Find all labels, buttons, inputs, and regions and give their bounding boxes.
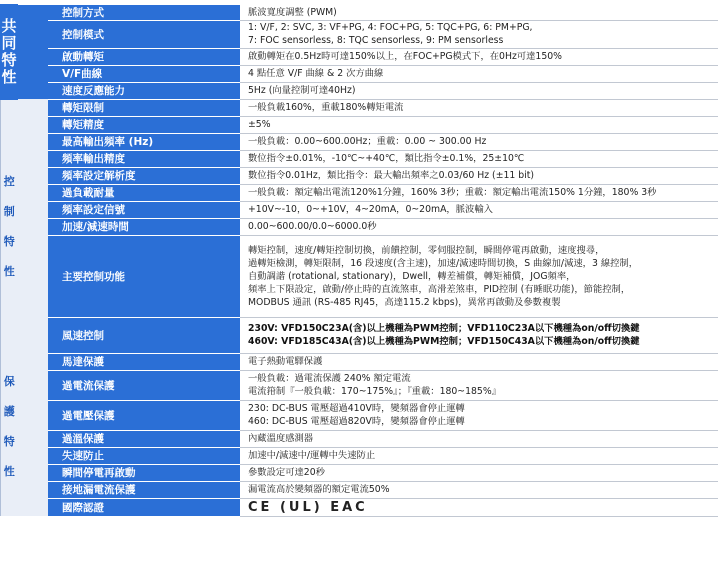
spec-value-line: 內藏溫度感測器 xyxy=(248,433,314,444)
spec-value xyxy=(240,464,718,481)
spec-value xyxy=(240,430,718,447)
category-common xyxy=(1,5,18,100)
spec-value-line: 一般負載160%，重載180%轉矩電流 xyxy=(248,102,404,113)
spec-value-line: 參數設定可達20秒 xyxy=(248,467,325,478)
spec-value xyxy=(240,48,718,65)
category-control xyxy=(1,99,18,353)
spec-value-line: CE (UL) EAC xyxy=(248,499,368,515)
spec-label: 過電流保護 xyxy=(48,370,240,400)
spec-row xyxy=(1,20,719,48)
spec-value xyxy=(240,99,718,116)
spec-value-line: 加速中/減速中/運轉中失速防止 xyxy=(248,450,376,461)
spec-row xyxy=(1,430,719,447)
spec-value xyxy=(240,82,718,99)
spec-value-line: 4 點任意 V/F 曲線 & 2 次方曲線 xyxy=(248,68,384,79)
spec-row xyxy=(1,184,719,201)
category-char: 保 xyxy=(3,374,15,388)
spec-value-line: 230V: VFD150C23A(含)以上機種為PWM控制；VFD110C23A以下機種為on/off切換鍵 xyxy=(248,323,640,334)
spec-row xyxy=(1,5,719,21)
spec-label: 接地漏電流保護 xyxy=(48,481,240,498)
spec-label: 過溫保護 xyxy=(48,430,240,447)
spec-label: 主要控制功能 xyxy=(48,235,240,317)
category-char: 同 xyxy=(1,33,17,52)
spec-row xyxy=(1,82,719,99)
category-char: 制 xyxy=(3,205,15,219)
spec-label: 頻率設定信號 xyxy=(48,201,240,218)
spec-label: 瞬間停電再啟動 xyxy=(48,464,240,481)
spec-label: 頻率設定解析度 xyxy=(48,167,240,184)
spec-label: 過負載耐量 xyxy=(48,184,240,201)
spec-label: 失速防止 xyxy=(48,447,240,464)
spec-row xyxy=(1,353,719,370)
spec-row xyxy=(1,218,719,235)
spec-row xyxy=(1,150,719,167)
certification-marks xyxy=(240,498,718,516)
spec-row xyxy=(1,201,719,218)
spec-value-line: 一般負載：過電流保護 240% 額定電流 xyxy=(248,373,411,384)
spec-label: V/F曲線 xyxy=(48,65,240,82)
category-certification xyxy=(1,498,18,516)
category-char: 特 xyxy=(3,235,15,249)
spec-value xyxy=(240,20,718,48)
spec-row xyxy=(1,370,719,400)
spec-label: 轉矩限制 xyxy=(48,99,240,116)
spec-row xyxy=(1,99,719,116)
spec-table xyxy=(0,4,718,517)
spec-value-line: 0.00~600.00/0.0~6000.0秒 xyxy=(248,221,377,232)
spec-value-line: 460: DC-BUS 電壓超過820V時，變頻器會停止運轉 xyxy=(248,416,465,427)
spec-value-line: +10V~-10，0~+10V，4~20mA，0~20mA，脈波輸入 xyxy=(248,204,493,215)
spec-value xyxy=(240,167,718,184)
spec-value xyxy=(240,447,718,464)
spec-label: 過電壓保護 xyxy=(48,400,240,430)
spec-label: 控制模式 xyxy=(48,20,240,48)
spec-row xyxy=(1,116,719,133)
category-spacer xyxy=(18,353,49,498)
spec-value-line: 一般負載：0.00~600.00Hz；重載：0.00 ~ 300.00 Hz xyxy=(248,136,487,147)
category-char: 性 xyxy=(1,67,17,86)
spec-row xyxy=(1,447,719,464)
spec-value xyxy=(240,481,718,498)
spec-value xyxy=(240,218,718,235)
spec-value xyxy=(240,116,718,133)
spec-value xyxy=(240,133,718,150)
spec-label: 加速/減速時間 xyxy=(48,218,240,235)
spec-value xyxy=(240,400,718,430)
category-char: 性 xyxy=(3,464,15,478)
spec-row xyxy=(1,133,719,150)
category-spacer xyxy=(18,99,49,353)
spec-value xyxy=(240,370,718,400)
spec-label: 馬達保護 xyxy=(48,353,240,370)
category-char: 性 xyxy=(3,265,15,279)
spec-value-line: 脈波寬度調整 (PWM) xyxy=(248,6,337,18)
spec-value-line: 頻率上下限設定，啟動/停止時的直流煞車，高滑差煞車，PID控制 (有睡眠功能)，節能控制， xyxy=(248,283,631,295)
spec-value-line: 一般負載：額定輸出電流120%1分鐘，160% 3秒；重載：額定輸出電流150% 1分鐘，180% 3秒 xyxy=(248,187,657,198)
spec-value xyxy=(240,235,718,317)
spec-row xyxy=(1,48,719,65)
spec-row xyxy=(1,498,719,516)
spec-row xyxy=(1,235,719,317)
spec-value-line: 過轉矩檢測，轉矩限制，16 段速度(含主速)，加速/減速時間切換，S 曲線加/減速，3 線控制， xyxy=(248,257,639,269)
category-char: 護 xyxy=(3,404,15,418)
spec-value-line: 漏電流高於變頻器的額定電流50% xyxy=(248,484,390,495)
category-char: 特 xyxy=(3,434,15,448)
spec-value xyxy=(240,353,718,370)
spec-value xyxy=(240,150,718,167)
spec-row xyxy=(1,317,719,353)
spec-value xyxy=(240,184,718,201)
spec-value-line: 轉矩控制，速度/轉矩控制切換，前饋控制，零伺服控制，瞬間停電再啟動，速度搜尋， xyxy=(248,244,605,256)
spec-value-line: 1: V/F, 2: SVC, 3: VF+PG, 4: FOC+PG, 5: TQC+PG, 6: PM+PG, xyxy=(248,22,533,33)
spec-row xyxy=(1,65,719,82)
spec-value-line: 自動調諧 (rotational, stationary)，Dwell，轉差補償，轉矩補償，JOG頻率， xyxy=(248,270,576,282)
spec-label: 控制方式 xyxy=(48,5,240,21)
spec-value xyxy=(240,201,718,218)
spec-value-line: 啟動轉矩在0.5Hz時可達150%以上，在FOC+PG模式下，在0Hz可達150% xyxy=(248,51,562,62)
spec-value-line: 460V: VFD185C43A(含)以上機種為PWM控制；VFD150C43A以下機種為on/off切換鍵 xyxy=(248,336,640,347)
spec-label: 速度反應能力 xyxy=(48,82,240,99)
spec-value-line: ±5% xyxy=(248,119,271,130)
spec-value xyxy=(240,5,718,21)
spec-value-line: 7: FOC sensorless, 8: TQC sensorless, 9: PM sensorless xyxy=(248,35,504,46)
spec-table-body xyxy=(1,5,719,517)
spec-value xyxy=(240,317,718,353)
spec-label: 風速控制 xyxy=(48,317,240,353)
category-spacer xyxy=(18,498,49,516)
category-spacer xyxy=(18,5,49,100)
spec-label: 國際認證 xyxy=(48,498,240,516)
category-protection xyxy=(1,353,18,498)
category-char: 控 xyxy=(3,175,15,189)
spec-value-line: 數位指令±0.01%，-10℃~+40℃，類比指令±0.1%，25±10℃ xyxy=(248,153,525,164)
spec-value-line: 電子熱動電驛保護 xyxy=(248,356,323,367)
spec-value-line: MODBUS 通訊 (RS-485 RJ45，高達115.2 kbps)，異常再啟動及參數複製 xyxy=(248,296,561,308)
spec-value-line: 電流箝制『一般負載：170~175%』；『重載：180~185%』 xyxy=(248,386,501,397)
spec-row xyxy=(1,400,719,430)
spec-row xyxy=(1,464,719,481)
spec-value-line: 5Hz (向量控制可達40Hz) xyxy=(248,85,356,96)
spec-label: 頻率輸出精度 xyxy=(48,150,240,167)
category-char: 特 xyxy=(1,50,17,69)
category-char: 共 xyxy=(1,16,17,35)
spec-label: 最高輸出頻率 (Hz) xyxy=(48,133,240,150)
spec-value xyxy=(240,65,718,82)
spec-value-line: 230: DC-BUS 電壓超過410V時，變頻器會停止運轉 xyxy=(248,403,465,414)
spec-value-line: 數位指令0.01Hz，類比指令：最大輸出頻率之0.03/60 Hz (±11 bit) xyxy=(248,170,535,181)
spec-row xyxy=(1,481,719,498)
spec-row xyxy=(1,167,719,184)
spec-label: 啟動轉矩 xyxy=(48,48,240,65)
spec-label: 轉矩精度 xyxy=(48,116,240,133)
